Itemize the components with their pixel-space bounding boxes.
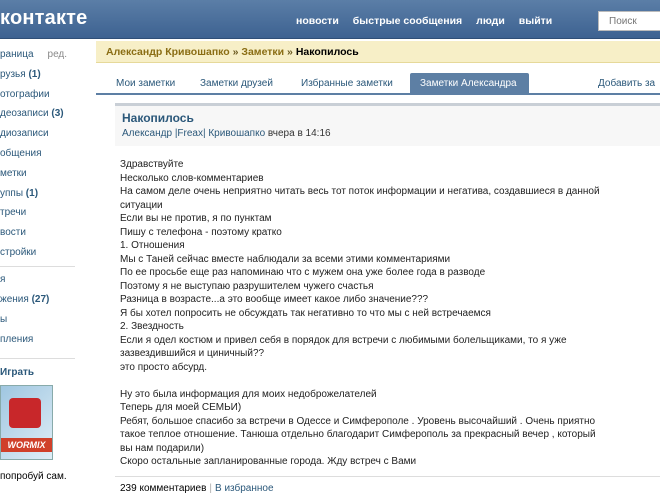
note-line: Пишу с телефона - поэтому кратко — [120, 226, 282, 238]
top-header — [0, 0, 660, 39]
sidebar-item[interactable] — [0, 207, 26, 219]
breadcrumb-sep: » — [284, 46, 296, 58]
note-line: Если вы не против, я по пунктам — [120, 213, 272, 224]
breadcrumb-sep: » — [229, 46, 242, 58]
note-line: Скоро остальные запланированные города. Жду встреч с Вами — [120, 456, 417, 467]
sidebar-item-label: метки — [0, 167, 27, 179]
note-line: Разница в возрасте...а это вообще имеет какое либо значение??? — [120, 294, 429, 305]
sidebar-app-item[interactable] — [0, 334, 33, 346]
play-game-link[interactable]: Играть — [0, 367, 35, 378]
note-line: ситуации — [120, 199, 163, 211]
note-time: вчера в 14:16 — [265, 128, 331, 139]
note-line: 2. Звездность — [120, 321, 184, 332]
sidebar-app-item[interactable] — [0, 274, 5, 286]
nav-people[interactable]: люди — [476, 15, 505, 27]
sidebar-item[interactable] — [0, 227, 26, 239]
game-logo: WORMIX — [1, 438, 52, 452]
sidebar-item-label: деозаписи — [0, 108, 52, 120]
note-line: Здравствуйте — [120, 159, 184, 170]
note-line: Мы с Таней сейчас вместе наблюдали за всеми этими комментариями — [120, 253, 451, 265]
breadcrumb-current: Накопилось — [295, 46, 359, 58]
sidebar-item[interactable] — [0, 247, 36, 259]
notes-tabs — [96, 70, 660, 95]
note-line: это просто абсурд. — [120, 361, 208, 373]
note-line: Теперь для моей СЕМЬИ) — [120, 402, 242, 413]
sidebar-item-label: уппы — [0, 187, 26, 199]
nav-logout[interactable]: выйти — [518, 15, 553, 27]
sidebar-item[interactable] — [0, 168, 27, 180]
nav-news[interactable]: новости — [296, 15, 339, 27]
game-box-icon — [9, 398, 41, 428]
note-line: Поэтому я не выступаю разрушителем чужего счастья — [120, 280, 374, 292]
sidebar-item[interactable] — [0, 188, 38, 200]
note-title[interactable]: Накопилось — [122, 111, 194, 125]
note-line: зазвездившийся и циничный?? — [120, 348, 265, 359]
sidebar-item-label: пления — [0, 334, 34, 345]
breadcrumb-notes[interactable]: Заметки — [241, 46, 285, 58]
tab-alexander-notes[interactable]: Заметки Александра — [410, 73, 529, 95]
sidebar-item-count: (1) — [28, 68, 41, 80]
sidebar-item[interactable] — [0, 148, 42, 160]
edit-link[interactable]: ред. — [47, 49, 68, 60]
divider — [0, 266, 75, 267]
note-line: Несколько слов-комментариев — [120, 172, 264, 184]
separator: | — [209, 483, 213, 494]
sidebar-app-item[interactable] — [0, 294, 49, 306]
top-nav — [296, 15, 552, 27]
note-post — [115, 103, 660, 503]
note-line — [120, 374, 660, 388]
game-caption: попробуй сам. — [0, 471, 67, 482]
search-input[interactable] — [598, 11, 660, 31]
note-line: По ее просьбе еще раз напоминаю что с мужем она уже более года в разводе — [120, 267, 486, 278]
sidebar-item-count: (1) — [25, 187, 39, 199]
nav-messages[interactable]: быстрые сообщения — [352, 15, 463, 27]
sidebar-item-label: жения — [0, 294, 32, 305]
breadcrumb-author[interactable]: Александр Кривошапко — [106, 46, 230, 58]
comments-link[interactable]: 239 комментариев — [120, 483, 207, 494]
note-line: такое теплое отношение. Танюша отдельно благодарит Симферополь за прекрасный вечер , который — [120, 429, 596, 440]
tab-favorite-notes[interactable]: Избранные заметки — [301, 78, 393, 89]
sidebar-item-label: общения — [0, 148, 42, 159]
sidebar-item-label: отографии — [0, 88, 50, 100]
sidebar-item[interactable] — [0, 49, 67, 61]
note-line: 1. Отношения — [120, 240, 185, 251]
note-line: Если я одел костюм и привел себя в порядок для встречи с любимыми болельщиками, то я уже — [120, 334, 567, 346]
sidebar-item-label: я — [0, 274, 6, 285]
divider — [0, 358, 75, 359]
note-line: На самом деле очень неприятно читать весь тот поток информации и негатива, создавшиеся в данной — [120, 186, 600, 197]
sidebar-item-label: тречи — [0, 207, 27, 219]
breadcrumb — [96, 41, 660, 63]
sidebar-item-count: (27) — [31, 294, 50, 305]
note-line: Я бы хотел попросить не обсуждать так негативно то что мы с ней встречаемся — [120, 307, 491, 319]
sidebar-item[interactable] — [0, 69, 41, 81]
sidebar-item-label: вости — [0, 227, 26, 239]
logo[interactable]: контакте — [0, 7, 88, 29]
sidebar-app-item[interactable] — [0, 314, 7, 326]
sidebar-item[interactable] — [0, 128, 49, 140]
sidebar-item-count: (3) — [51, 108, 64, 120]
note-body — [120, 158, 660, 469]
note-line: вы нам подарили) — [120, 442, 205, 454]
add-favorite-link[interactable]: В избранное — [215, 483, 274, 494]
note-footer — [115, 476, 660, 494]
add-note-button[interactable]: Добавить за — [598, 78, 656, 89]
note-author[interactable]: Александр |Freax| Кривошапко — [122, 128, 266, 139]
game-banner[interactable] — [0, 385, 53, 460]
tab-friends-notes[interactable]: Заметки друзей — [200, 78, 273, 89]
tab-my-notes[interactable]: Мои заметки — [116, 78, 176, 89]
sidebar — [0, 40, 95, 495]
sidebar-item-label: рузья — [0, 68, 29, 80]
sidebar-item[interactable] — [0, 89, 50, 101]
note-line: Ребят, большое спасибо за встречи в Одессе и Симферополе . Уровень высочайший . Очень приятно — [120, 415, 596, 427]
sidebar-item[interactable] — [0, 108, 64, 120]
note-line: Ну это была информация для моих недоброжелателей — [120, 388, 377, 400]
sidebar-item-label: стройки — [0, 247, 37, 258]
sidebar-item-label: диозаписи — [0, 128, 49, 140]
sidebar-item-label: ы — [0, 314, 8, 325]
sidebar-item-label: раница — [0, 49, 34, 60]
